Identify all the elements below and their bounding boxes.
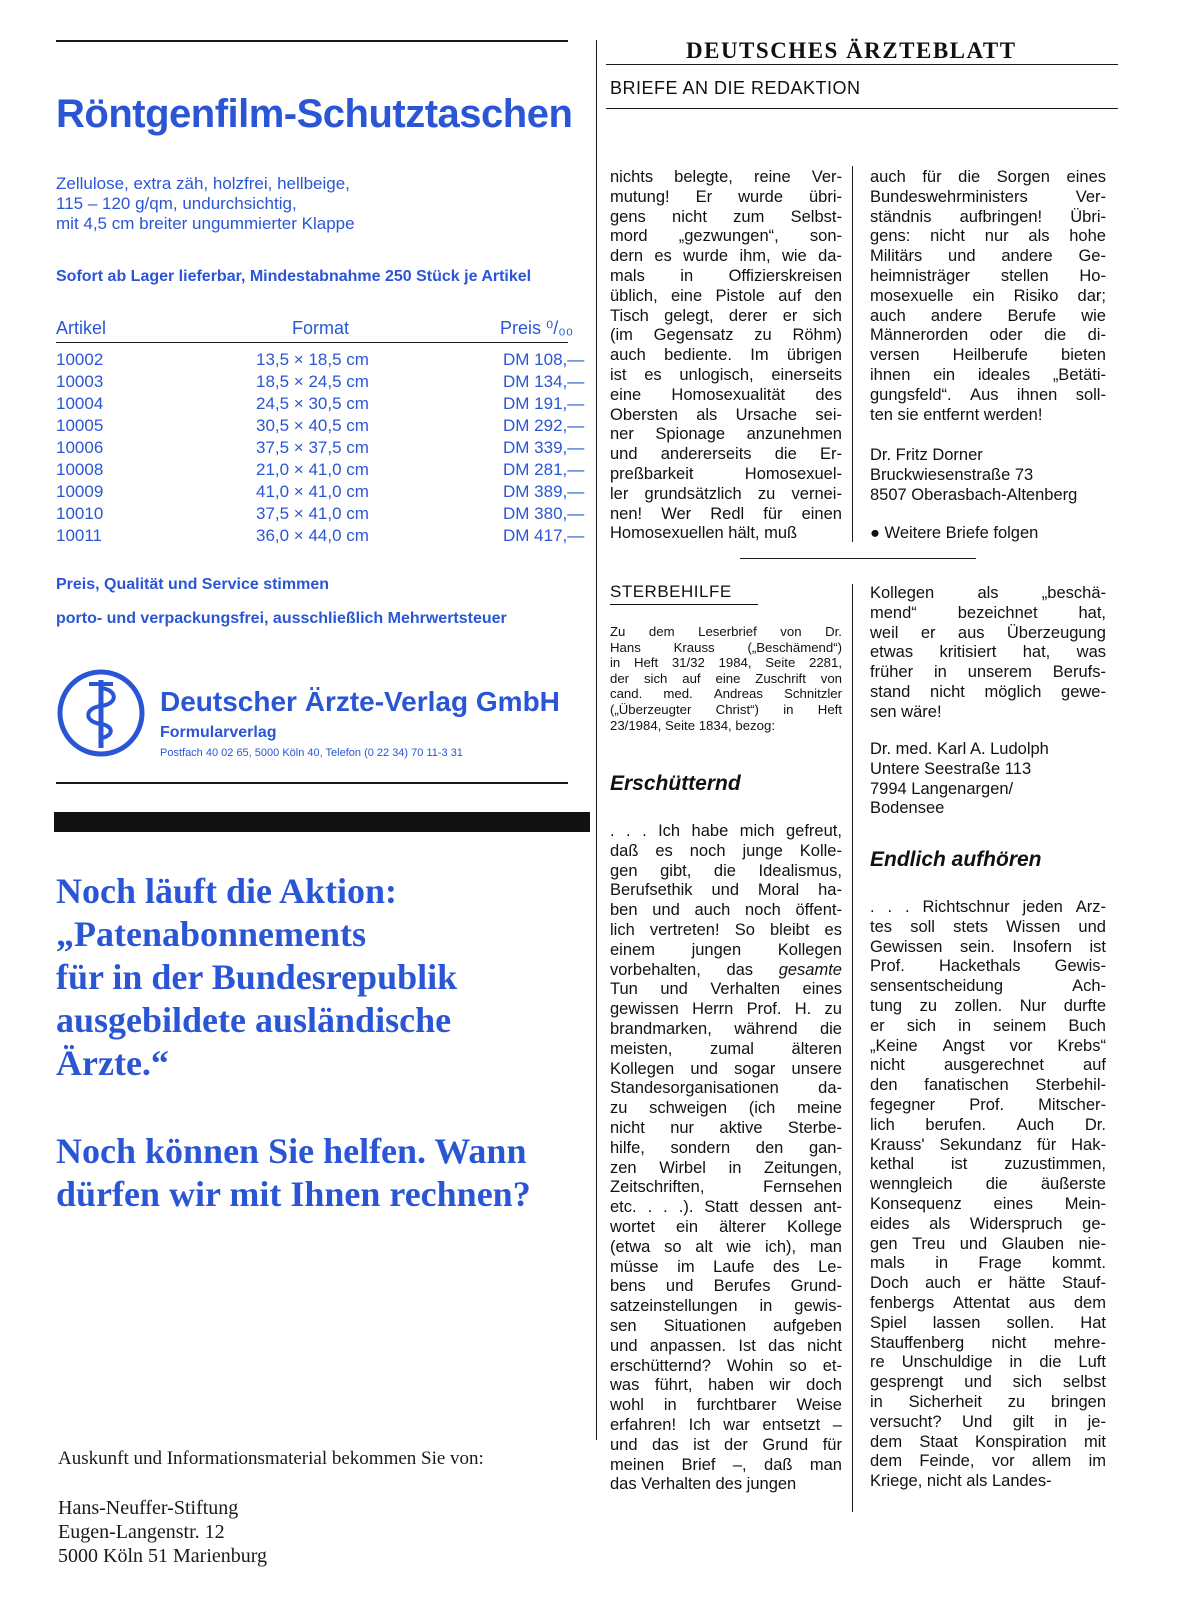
text-line: mord „gezwungen“, son- <box>610 227 842 246</box>
text-line: auch für die Sorgen eines <box>870 168 1106 186</box>
text-line: nicht nur aktive Sterbe- <box>610 1118 842 1137</box>
text-line: ihnen ein ideales „Betäti- <box>870 365 1106 384</box>
text-line: erschütternd? Wohin so et- <box>610 1356 842 1375</box>
table-cell-price: DM 389,— <box>503 482 585 501</box>
text-line: Krauss' Sekundanz für Hak- <box>870 1135 1106 1154</box>
table-cell-format: 37,5 × 41,0 cm <box>256 504 369 523</box>
text-line: 8507 Oberasbach-Altenberg <box>870 485 1078 504</box>
headline-endlich-aufhoeren: Endlich aufhören <box>870 848 1042 871</box>
table-cell-price: DM 380,— <box>503 504 585 523</box>
letter-endlich-aufhoeren-body <box>870 898 1106 1492</box>
page-column-divider <box>596 40 597 1440</box>
text-line: in Heft 31/32 1984, Seite 2281, <box>610 655 842 671</box>
campaign-line: Noch läuft die Aktion: <box>56 871 398 911</box>
letter-column-2 <box>870 168 1106 425</box>
text-line: stand nicht möglich gewe- <box>870 682 1106 701</box>
section-rule <box>606 108 1118 109</box>
address-line: Eugen-Langenstr. 12 <box>58 1521 225 1543</box>
text-line: Standesorganisationen da- <box>610 1079 842 1098</box>
publisher-subtitle: Formularverlag <box>160 724 277 741</box>
letter-continuation <box>870 584 1106 723</box>
table-row <box>56 416 596 438</box>
text-line: eides als Widerspruch ge- <box>870 1214 1106 1233</box>
address-line: Hans-Neuffer-Stiftung <box>58 1497 239 1519</box>
text-line: etwas kritisiert hat, was <box>870 643 1106 662</box>
text-line: ben und auch noch öffent- <box>610 901 842 920</box>
text-line: gungsfeld“. Aus ihnen soll- <box>870 385 1106 404</box>
more-letters-note <box>870 524 1110 544</box>
text-line: Bundeswehrministers Ver- <box>870 187 1106 206</box>
text-line: dem Feinde, vor allem im <box>870 1452 1106 1471</box>
text-line: Tun und Verhalten eines <box>610 980 842 999</box>
table-cell-article: 10009 <box>56 482 104 501</box>
info-text: Auskunft und Informationsmaterial bekommen Sie von: <box>58 1448 484 1469</box>
text-line: daß es noch junge Kolle- <box>610 841 842 860</box>
text-line: mend“ bezeichnet hat, <box>870 603 1106 622</box>
table-cell-format: 13,5 × 18,5 cm <box>256 350 369 369</box>
text-line: ten sie entfernt werden! <box>870 405 1043 424</box>
text-line: sen Situationen aufgeben <box>610 1316 842 1335</box>
table-cell-format: 21,0 × 41,0 cm <box>256 460 369 479</box>
text-line: dem Staat Konspiration mit <box>870 1432 1106 1451</box>
table-cell-article: 10006 <box>56 438 104 457</box>
section-title: BRIEFE AN DIE REDAKTION <box>610 78 861 98</box>
ad-description-line: mit 4,5 cm breiter ungummierter Klappe <box>56 214 355 233</box>
text-line: Obersten als Ursache sei- <box>610 405 842 424</box>
text-line: versucht? Und gilt in je- <box>870 1412 1106 1431</box>
ad-footer-quality: Preis, Qualität und Service stimmen <box>56 576 329 593</box>
text-line: Untere Seestraße 113 <box>870 759 1032 778</box>
text-line: mals in Offizierskreisen <box>610 266 842 285</box>
text-line: der sich auf eine Zuschrift von <box>610 670 842 686</box>
text-line: gesprengt und sich selbst <box>870 1373 1106 1392</box>
table-cell-format: 18,5 × 24,5 cm <box>256 372 369 391</box>
text-line: kethal ist zuzustimmen, <box>870 1155 1106 1174</box>
text-line: müsse im Laufe des Le- <box>610 1257 842 1276</box>
text-line: re Unschuldige in die Luft <box>870 1353 1106 1372</box>
text-line: versen Heilberufe bieten <box>870 346 1106 365</box>
campaign-appeal-line: dürfen wir mit Ihnen rechnen? <box>56 1174 531 1214</box>
ad-description <box>56 174 355 234</box>
text-line: ständnis aufbringen! Übri- <box>870 207 1106 226</box>
text-line: mals in Frage kommt. <box>870 1254 1106 1273</box>
text-line: Doch auch er hätte Stauf- <box>870 1274 1106 1293</box>
text-line: Männerorden oder die di- <box>870 326 1106 345</box>
table-cell-price: DM 191,— <box>503 394 585 413</box>
text-line: zu schweigen (ich meine <box>610 1099 842 1118</box>
text-line: 23/1984, Seite 1834, bezog: <box>610 717 775 733</box>
journal-title: DEUTSCHES ÄRZTEBLATT <box>686 38 1017 63</box>
text-line: gen gibt, die Idealismus, <box>610 861 842 880</box>
text-line: ler grundsätzlich zu vernei- <box>610 484 842 503</box>
ad-top-rule <box>56 40 568 42</box>
text-line: meisten, zumal älteren <box>610 1039 842 1058</box>
text-line: gewissen Herrn Prof. H. zu <box>610 1000 842 1019</box>
text-line: Kollegen und sogar unsere <box>610 1059 842 1078</box>
text-line: „Keine Angst vor Krebs“ <box>870 1036 1106 1055</box>
text-line: zen Wirbel in Zeitungen, <box>610 1158 842 1177</box>
campaign-line: Ärzte.“ <box>56 1043 169 1083</box>
text-line: Konsequenz eines Mein- <box>870 1194 1106 1213</box>
ad-description-line: Zellulose, extra zäh, holzfrei, hellbeige, <box>56 174 350 193</box>
text-line: brandmarken, während die <box>610 1019 842 1038</box>
table-cell-format: 36,0 × 44,0 cm <box>256 526 369 545</box>
letter-erschuetternd-body <box>610 822 842 1495</box>
text-line: Bruckwiesenstraße 73 <box>870 465 1034 484</box>
text-line: einem jungen Kollegen <box>610 940 842 959</box>
table-cell-price: DM 339,— <box>503 438 585 457</box>
text-line: bens und Berufes Grund- <box>610 1277 842 1296</box>
publisher-name: Deutscher Ärzte-Verlag GmbH <box>160 686 560 717</box>
text-line: den fanatischen Sterbehil- <box>870 1076 1106 1095</box>
table-cell-article: 10002 <box>56 350 104 369</box>
text-line: Kriege, nicht als Landes- <box>870 1472 1052 1491</box>
text-line: meinen Brief –, daß man <box>610 1455 842 1474</box>
text-line: weil er aus Überzeugung <box>870 623 1106 642</box>
letter-column-1 <box>610 168 842 544</box>
sterbehilfe-underline <box>610 604 758 605</box>
text-line: mutung! Er wurde übri- <box>610 187 842 206</box>
text-line: Stauffenberg nicht mehre- <box>870 1333 1106 1352</box>
text-line: nicht ausgerechnet auf <box>870 1056 1106 1075</box>
text-line: lich berufen. Auch Dr. <box>870 1115 1106 1134</box>
text-line: Gewissen sein. Insofern ist <box>870 937 1106 956</box>
text-line: er sich in seinem Buch <box>870 1016 1106 1035</box>
ad-title: Röntgenfilm-Schutztaschen <box>56 92 573 136</box>
campaign-appeal <box>56 1130 531 1216</box>
letters-column-divider-top <box>852 166 853 542</box>
text-line: („Überzeugter Christ“) in Heft <box>610 701 842 717</box>
text-line: (im Gegensatz zu Röhm) <box>610 326 842 345</box>
text-line: ist es unlogisch, einerseits <box>610 365 842 384</box>
text-line: preßbarkeit Homosexuel- <box>610 464 842 483</box>
black-divider-bar <box>54 812 590 832</box>
text-line: 7994 Langenargen/ <box>870 779 1014 798</box>
table-row <box>56 482 596 504</box>
text-line: das Verhalten des jungen <box>610 1475 797 1494</box>
table-cell-price: DM 281,— <box>503 460 585 479</box>
text-line: satzeinstellungen in gewis- <box>610 1297 842 1316</box>
text-line: Homosexuellen hält, muß <box>610 524 798 543</box>
table-header-rule <box>56 342 568 343</box>
table-cell-price: DM 134,— <box>503 372 585 391</box>
text-line: Hans Krauss („Beschämend“) <box>610 639 842 655</box>
table-cell-article: 10008 <box>56 460 104 479</box>
text-line: üblich, eine Pistole auf den <box>610 286 842 305</box>
text-line: und das ist der Grund für <box>610 1435 842 1454</box>
text-line: Tisch gelegt, derer er sich <box>610 306 842 325</box>
table-row <box>56 460 596 482</box>
campaign-line: für in der Bundesrepublik <box>56 957 458 997</box>
table-cell-price: DM 417,— <box>503 526 585 545</box>
campaign-heading <box>56 870 457 1085</box>
text-line: (etwa so alt wie ich), man <box>610 1237 842 1256</box>
text-line: Prof. Hackethals Gewis- <box>870 957 1106 976</box>
table-cell-format: 24,5 × 30,5 cm <box>256 394 369 413</box>
table-row <box>56 504 596 526</box>
text-line: vorbehalten, das gesamte <box>610 960 842 979</box>
text-line: ner Spionage anzunehmen <box>610 425 842 444</box>
journal-rule <box>606 64 1118 65</box>
campaign-line: „Patenabonnements <box>56 914 367 954</box>
table-row <box>56 526 596 548</box>
table-row <box>56 394 596 416</box>
letter-signature-2 <box>870 740 1110 819</box>
text-line: fegegner Prof. Mitscher- <box>870 1095 1106 1114</box>
sterbehilfe-intro <box>610 624 842 733</box>
text-line: gen Treu und Glauben nie- <box>870 1234 1106 1253</box>
text-line: wortet ein älterer Kollege <box>610 1217 842 1236</box>
more-letters-text: ● Weitere Briefe folgen <box>870 524 1039 542</box>
column-header-format: Format <box>292 318 350 338</box>
column-header-price: Preis ⁰/₀₀ <box>500 318 574 338</box>
ad-availability: Sofort ab Lager lieferbar, Mindestabnahme 250 Stück je Artikel <box>56 268 532 285</box>
campaign-appeal-line: Noch können Sie helfen. Wann <box>56 1131 527 1171</box>
table-cell-article: 10003 <box>56 372 104 391</box>
text-line: . . . Richtschnur jeden Arz- <box>870 898 1106 916</box>
text-line: tes soll stets Wissen und <box>870 917 1106 936</box>
text-line: sen wäre! <box>870 702 942 721</box>
text-line: heimnisträger stellen Ho- <box>870 266 1106 285</box>
text-line: in Sicherheit zu bringen <box>870 1392 1106 1411</box>
text-line: Militärs und andere Ge- <box>870 247 1106 266</box>
text-line: wenngleich die äußerste <box>870 1175 1106 1194</box>
table-row <box>56 372 596 394</box>
sterbehilfe-label: STERBEHILFE <box>610 582 732 601</box>
text-line: auch andere Berufe wie <box>870 306 1106 325</box>
table-cell-price: DM 292,— <box>503 416 585 435</box>
address-line: 5000 Köln 51 Marienburg <box>58 1545 268 1567</box>
text-line: lich vertreten! So bleibt es <box>610 920 842 939</box>
text-line: cand. med. Andreas Schnitzler <box>610 686 842 702</box>
text-line: Bodensee <box>870 799 945 818</box>
text-line: Spiel lassen sollen. Hat <box>870 1313 1106 1332</box>
text-line: und andererseits die Er- <box>610 445 842 464</box>
letter-signature-1 <box>870 446 1110 505</box>
text-line: mosexuelle ein Risiko dar; <box>870 286 1106 305</box>
table-row <box>56 350 596 372</box>
table-cell-format: 37,5 × 37,5 cm <box>256 438 369 457</box>
text-line: Zeitschriften, Fernsehen <box>610 1178 842 1197</box>
text-line: wohl in furchtbarer Weise <box>610 1396 842 1415</box>
text-line: früher in unserem Berufs- <box>870 663 1106 682</box>
text-line: nen! Wer Redl für einen <box>610 504 842 523</box>
publisher-address: Postfach 40 02 65, 5000 Köln 40, Telefon (0 22 34) 70 11-3 31 <box>160 747 463 759</box>
text-line: gens nicht zum Selbst- <box>610 207 842 226</box>
text-line: auch bediente. Im übrigen <box>610 346 842 365</box>
foundation-address <box>58 1496 267 1568</box>
table-cell-article: 10011 <box>56 526 103 545</box>
ad-bottom-rule <box>56 782 568 784</box>
publisher-logo-icon <box>56 668 146 758</box>
text-line: und anpassen. Ist das nicht <box>610 1336 842 1355</box>
text-line: Dr. Fritz Dorner <box>870 446 983 464</box>
text-line: dern es wurde ihm, wie da- <box>610 247 842 266</box>
text-line: sensentscheidung Ach- <box>870 977 1106 996</box>
letters-column-divider-bottom <box>852 584 853 1512</box>
table-cell-article: 10004 <box>56 394 104 413</box>
text-line: etc. . . .). Statt dessen ant- <box>610 1198 842 1217</box>
table-cell-format: 30,5 × 40,5 cm <box>256 416 369 435</box>
text-line: tung zu zollen. Nur durfte <box>870 996 1106 1015</box>
text-line: Kollegen als „beschä- <box>870 584 1106 602</box>
letters-separator <box>740 558 976 559</box>
text-line: nichts belegte, reine Ver- <box>610 168 842 186</box>
text-line: was führt, haben wir doch <box>610 1376 842 1395</box>
ad-footer-shipping: porto- und verpackungsfrei, ausschließlich Mehrwertsteuer <box>56 610 507 627</box>
campaign-line: ausgebildete ausländische <box>56 1000 452 1040</box>
text-line: . . . Ich habe mich gefreut, <box>610 822 842 840</box>
text-line: gens: nicht nur als hohe <box>870 227 1106 246</box>
text-line: fenbergs Attentat aus dem <box>870 1293 1106 1312</box>
text-line: erfahren! Ich war entsetzt – <box>610 1415 842 1434</box>
table-cell-price: DM 108,— <box>503 350 585 369</box>
text-line: Berufsethik und Moral ha- <box>610 881 842 900</box>
text-line: eine Homosexualität des <box>610 385 842 404</box>
text-line: Zu dem Leserbrief von Dr. <box>610 624 842 639</box>
table-row <box>56 438 596 460</box>
text-line: Dr. med. Karl A. Ludolph <box>870 740 1049 758</box>
table-cell-article: 10010 <box>56 504 104 523</box>
text-line: hilfe, sondern den gan- <box>610 1138 842 1157</box>
table-cell-article: 10005 <box>56 416 104 435</box>
headline-erschuetternd: Erschütternd <box>610 772 741 795</box>
price-table <box>56 350 596 548</box>
ad-description-line: 115 – 120 g/qm, undurchsichtig, <box>56 194 297 213</box>
column-header-article: Artikel <box>56 318 107 338</box>
table-cell-format: 41,0 × 41,0 cm <box>256 482 369 501</box>
